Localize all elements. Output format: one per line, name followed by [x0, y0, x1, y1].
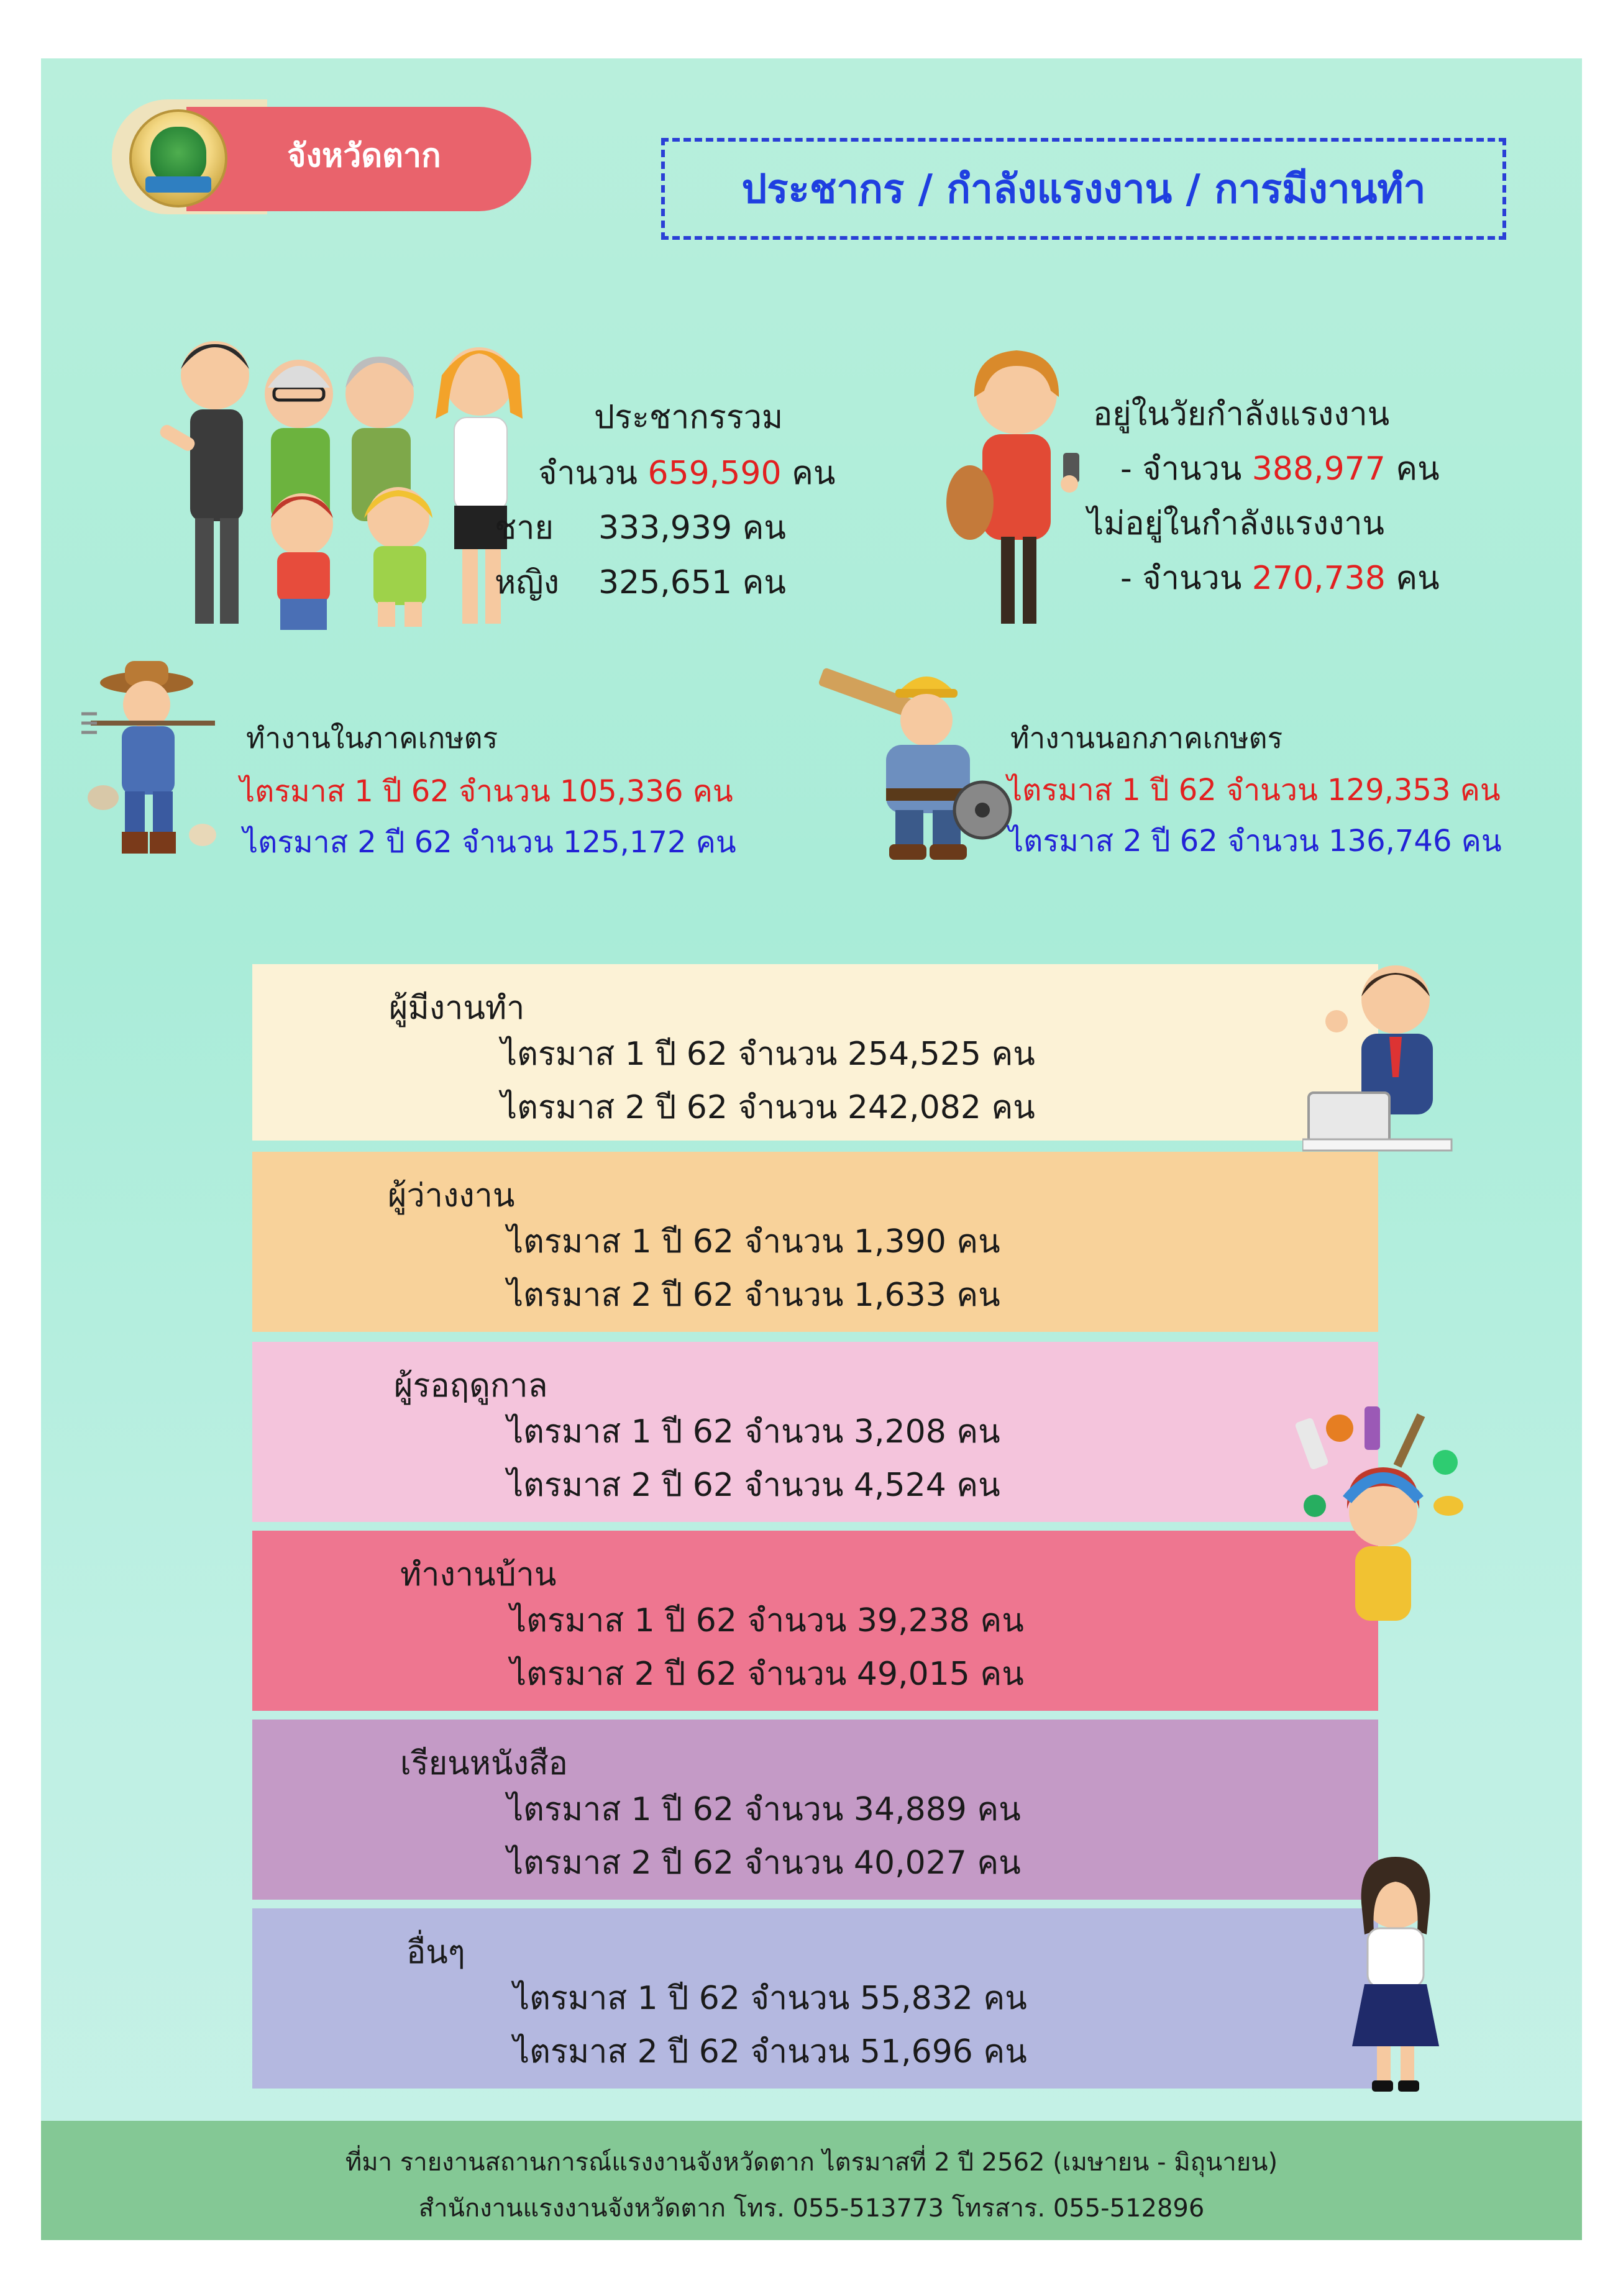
female-value: 325,651 คน [598, 564, 786, 601]
title-box [661, 138, 1506, 240]
province-seal-icon [129, 109, 227, 207]
male-value: 333,939 คน [598, 509, 786, 547]
row-title: อื่นๆ [406, 1934, 465, 1971]
row-q2: ไตรมาส 2 ปี 62 จำนวน 51,696 คน [513, 2033, 1027, 2070]
row-q1: ไตรมาส 1 ปี 62 จำนวน 3,208 คน [507, 1413, 1000, 1451]
row-housework [252, 1531, 1378, 1711]
non-agri-q2: ไตรมาส 2 ปี 62 จำนวน 136,746 คน [1008, 824, 1502, 859]
row-q2: ไตรมาส 2 ปี 62 จำนวน 40,027 คน [507, 1844, 1021, 1882]
footer-office: สำนักงานแรงงานจังหวัดตาก โทร. 055-513773 โทรสาร. 055-512896 [418, 2194, 1205, 2223]
construction-worker-illustration [812, 661, 1017, 866]
non-agri-heading: ทำงานนอกภาคเกษตร [1010, 721, 1283, 755]
labor-in-value: 388,977 [1251, 450, 1386, 488]
population-total-line [538, 447, 835, 498]
row-unemployed [252, 1152, 1378, 1332]
girl-phone-illustration [936, 341, 1110, 633]
agri-q2: ไตรมาส 2 ปี 62 จำนวน 125,172 คน [243, 825, 736, 860]
row-title: ผู้ว่างงาน [388, 1177, 515, 1214]
agri-heading: ทำงานในภาคเกษตร [246, 721, 498, 755]
row-q2: ไตรมาส 2 ปี 62 จำนวน 242,082 คน [501, 1089, 1035, 1126]
student-illustration [1333, 1847, 1458, 2096]
row-q1: ไตรมาส 1 ปี 62 จำนวน 254,525 คน [501, 1036, 1035, 1073]
population-total-value: 659,590 [647, 455, 782, 492]
labor-out-prefix: - จำนวน [1120, 560, 1242, 597]
page-title: ประชากร / กำลังแรงงาน / การมีงานทำ [741, 166, 1426, 212]
row-q1: ไตรมาส 1 ปี 62 จำนวน 34,889 คน [507, 1791, 1021, 1828]
footer [41, 2121, 1582, 2240]
population-heading: ประชากรรวม [594, 399, 784, 436]
row-others [252, 1908, 1378, 2089]
footer-source: ที่มา รายงานสถานการณ์แรงงานจังหวัดตาก ไตรมาสที่ 2 ปี 2562 (เมษายน - มิถุนายน) [345, 2148, 1278, 2177]
row-q2: ไตรมาส 2 ปี 62 จำนวน 49,015 คน [510, 1656, 1024, 1693]
population-total-unit: คน [792, 455, 836, 492]
farmer-illustration [78, 655, 240, 860]
row-employed [252, 964, 1378, 1141]
housewife-illustration [1290, 1394, 1476, 1630]
row-title: ทำงานบ้าน [400, 1556, 557, 1593]
row-q1: ไตรมาส 1 ปี 62 จำนวน 55,832 คน [513, 1980, 1027, 2017]
row-q1: ไตรมาส 1 ปี 62 จำนวน 39,238 คน [510, 1602, 1024, 1639]
province-badge [112, 99, 531, 214]
labor-in-heading: อยู่ในวัยกำลังแรงงาน [1093, 396, 1390, 433]
labor-out-heading: ไม่อยู่ในกำลังแรงงาน [1087, 505, 1384, 542]
labor-in-prefix: - จำนวน [1120, 450, 1242, 488]
labor-in-unit: คน [1396, 450, 1440, 488]
row-title: ผู้รอฤดูกาล [394, 1367, 548, 1405]
row-q2: ไตรมาส 2 ปี 62 จำนวน 1,633 คน [507, 1277, 1000, 1314]
male-label: ชาย [495, 509, 554, 547]
office-worker-illustration [1302, 953, 1464, 1152]
labor-out-line [1120, 552, 1440, 603]
poster [41, 58, 1582, 2240]
row-q1: ไตรมาส 1 ปี 62 จำนวน 1,390 คน [507, 1223, 1000, 1260]
labor-out-unit: คน [1396, 560, 1440, 597]
row-seasonal [252, 1342, 1378, 1522]
agri-q1: ไตรมาส 1 ปี 62 จำนวน 105,336 คน [240, 774, 733, 809]
labor-in-line [1120, 442, 1440, 494]
row-title: ผู้มีงานทำ [389, 990, 525, 1027]
non-agri-q1: ไตรมาส 1 ปี 62 จำนวน 129,353 คน [1007, 773, 1501, 808]
female-label: หญิง [495, 564, 559, 601]
province-name: จังหวัดตาก [287, 137, 441, 175]
population-total-prefix: จำนวน [538, 455, 638, 492]
row-studying [252, 1720, 1378, 1900]
row-title: เรียนหนังสือ [400, 1745, 568, 1782]
labor-out-value: 270,738 [1251, 560, 1386, 597]
row-q2: ไตรมาส 2 ปี 62 จำนวน 4,524 คน [507, 1467, 1000, 1504]
